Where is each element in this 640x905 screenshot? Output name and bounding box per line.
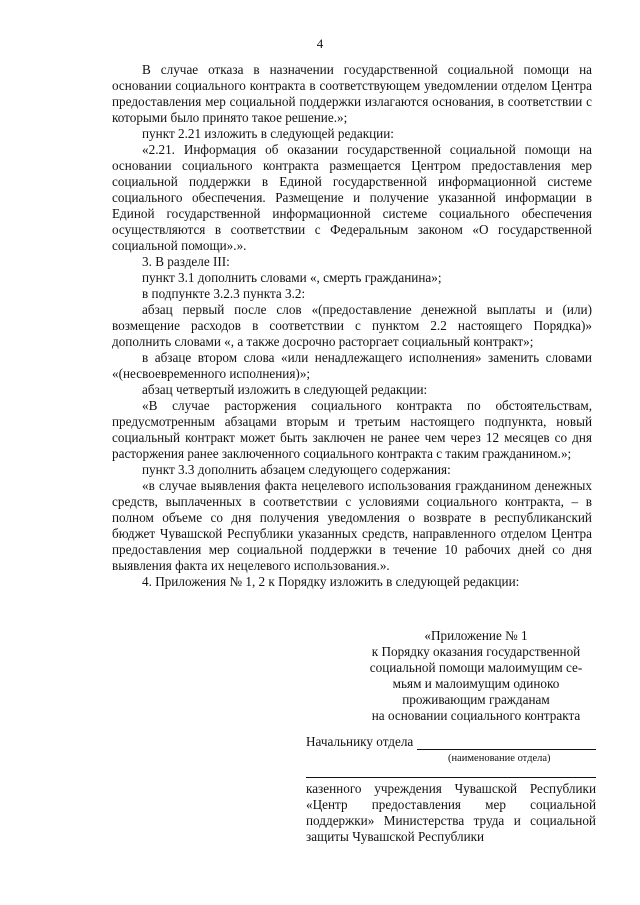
blank-underline	[306, 777, 596, 778]
paragraph-item-3-3-text: «в случае выявления факта нецелевого использования гражданином денежных средств, выплаченных в соответствии с условиями социального контракта, – в полном объеме со дня получения уведомления о возврате в республиканский бюджет Чувашской Республики указанных средств, направленного отделом Центра предоставления мер социальной поддержки в течение 10 рабочих дней со дня выявления факта их нецелевого использования.».	[112, 478, 592, 573]
appendix-header	[360, 628, 592, 724]
paragraph-first-abzac: абзац первый после слов «(предоставление денежной выплаты и (или) возмещение расходов в соответствии с пунктом 2.2 настоящего Порядка)» дополнить словами «, а также досрочно расторгает социальный контракт»;	[112, 302, 592, 349]
paragraph-item-3-3-intro: пункт 3.3 дополнить абзацем следующего содержания:	[142, 462, 451, 477]
paragraph-fourth-abzac-intro: абзац четвертый изложить в следующей редакции:	[142, 382, 428, 397]
page-number: 4	[316, 36, 324, 51]
paragraph-appendices: 4. Приложения № 1, 2 к Порядку изложить в следующей редакции:	[142, 574, 520, 589]
paragraph-section-3: 3. В разделе III:	[142, 254, 230, 269]
institution-name: казенного учреждения Чувашской Республики «Центр предоставления мер социальной поддержки» Министерства труда и социальной защиты Чувашской Республики	[306, 781, 596, 844]
document-body	[112, 62, 592, 590]
paragraph-item-2-21-intro: пункт 2.21 изложить в следующей редакции:	[142, 126, 394, 141]
appendix-line: к Порядку оказания государственной	[371, 644, 581, 659]
appendix-line: мьям и малоимущим одиноко	[392, 676, 560, 691]
paragraph-item-2-21-text: «2.21. Информация об оказании государственной социальной помощи на основании социального контракта размещается Центром предоставления мер социальной поддержки в Единой государственной информационной системе социального обеспечения. Размещение и получение указанной информации в Единой государственной информационной системе социального обеспечения осуществляются в соответствии с Федеральным законом «О государственной социальной помощи».».	[112, 142, 592, 253]
department-name-hint: (наименование отдела)	[448, 753, 551, 764]
department-head-field	[306, 734, 596, 750]
paragraph-subitem-3-2-3: в подпункте 3.2.3 пункта 3.2:	[142, 286, 306, 301]
department-name-line	[417, 737, 596, 750]
paragraph-item-3-1: пункт 3.1 дополнить словами «, смерть гражданина»;	[142, 270, 442, 285]
paragraph-second-abzac: в абзаце втором слова «или ненадлежащего исполнения» заменить словами «(несвоевременного исполнения)»;	[112, 350, 592, 381]
paragraph-refusal: В случае отказа в назначении государственной социальной помощи на основании социального контракта в соответствующем уведомлении отделом Центра предоставления мер социальной поддержки излагаются основания, в соответствии с которыми было принято такое решение.»;	[112, 62, 592, 125]
appendix-line: на основании социального контракта	[371, 708, 581, 723]
department-head-label: Начальнику отдела	[306, 734, 414, 749]
paragraph-fourth-abzac-text: «В случае расторжения социального контракта по обстоятельствам, предусмотренным абзацами вторым и третьим настоящего подпункта, новый социальный контракт может быть заключен не ранее чем через 12 месяцев со дня расторжения ранее заключенного социального контракта с таким гражданином.»;	[112, 398, 592, 461]
appendix-line: проживающим гражданам	[402, 692, 550, 707]
appendix-line: социальной помощи малоимущим се-	[369, 660, 583, 675]
appendix-title: «Приложение № 1	[424, 628, 528, 643]
